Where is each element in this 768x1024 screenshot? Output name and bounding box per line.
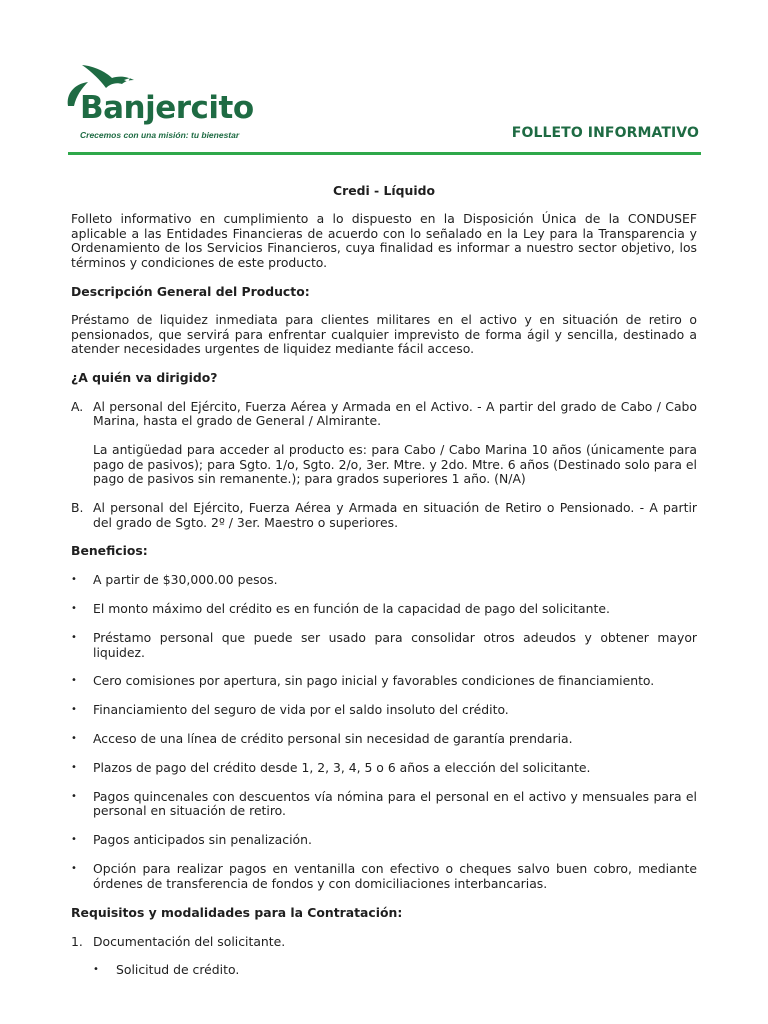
bullet-icon: • [71,632,77,644]
bullet-icon: • [71,603,77,615]
description-paragraph: Préstamo de liquidez inmediata para clientes militares en el activo y en situación de retiro o pensionados, que servirá para enfrentar cualquier imprevisto de forma ágil y sencilla, destinado a atender necesidades urgentes de liquidez mediante fácil acceso. [71,312,697,357]
bullet-icon: • [71,834,77,846]
document-body [71,184,697,992]
bullet-icon: • [71,574,77,586]
bullet-icon: • [71,704,77,716]
seniority-note: La antigüedad para acceder al producto es: para Cabo / Cabo Marina 10 años (únicamente para pago de pasivos); para Sgto. 1/o, Sgto. 2/o, 3er. Mtre. y 2do. Mtre. 6 años (Destinado solo para el pago de pasivos sin remanente.); para grados superiores 1 año. (N/A) [93,442,697,487]
requirement-text: Documentación del solicitante. [93,933,286,949]
requirement-sub-text: Solicitud de crédito. [116,962,240,978]
bullet-icon: • [71,675,77,687]
document-title: Credi - Líquido [333,183,435,198]
benefit-item [71,761,697,775]
list-marker: A. [71,399,84,415]
audience-item [71,400,697,429]
audience-item-text: Al personal del Ejército, Fuerza Aérea y Armada en el Activo. - A partir del grado de Cabo / Cabo Marina, hasta el grado de General / Almirante. [93,399,697,429]
brand-name: Banjercito [80,90,254,126]
benefit-item [71,573,697,587]
benefits-heading: Beneficios: [71,543,148,559]
benefit-item [71,732,697,746]
requirement-item [71,935,697,949]
benefit-text: Pagos anticipados sin penalización. [93,832,312,848]
list-marker: B. [71,500,84,516]
brand-slogan: Crecemos con una misión: tu bienestar [80,130,240,140]
audience-heading: ¿A quién va dirigido? [71,370,218,386]
benefit-item [71,602,697,616]
intro-paragraph: Folleto informativo en cumplimiento a lo dispuesto en la Disposición Única de la CONDUSEF aplicable a las Entidades Financieras de acuerdo con lo señalado en la Ley para la Transparencia y Ordenamiento de los Servicios Financieros, cuya finalidad es informar a nuestro sector objetivo, los términos y condiciones de este producto. [71,211,697,270]
benefit-item [71,631,697,660]
benefit-item [71,703,697,717]
description-heading: Descripción General del Producto: [71,283,310,299]
bullet-icon: • [71,733,77,745]
bullet-icon: • [71,863,77,875]
benefit-item [71,790,697,819]
benefit-text: Plazos de pago del crédito desde 1, 2, 3, 4, 5 o 6 años a elección del solicitante. [93,760,591,776]
benefit-text: A partir de $30,000.00 pesos. [93,572,278,588]
banjercito-logo [64,62,254,144]
benefit-text: Opción para realizar pagos en ventanilla con efectivo o cheques salvo buen cobro, mediante órdenes de transferencia de fondos y con domiciliaciones interbancarias. [93,861,697,891]
bullet-icon: • [71,762,77,774]
benefit-text: El monto máximo del crédito es en función de la capacidad de pago del solicitante. [93,601,610,617]
audience-item-text: Al personal del Ejército, Fuerza Aérea y Armada en situación de Retiro o Pensionado. - A partir del grado de Sgto. 2º / 3er. Maestro o superiores. [93,500,697,530]
benefit-text: Préstamo personal que puede ser usado para consolidar otros adeudos y obtener mayor liquidez. [93,630,697,660]
benefit-text: Financiamiento del seguro de vida por el saldo insoluto del crédito. [93,702,509,718]
audience-item [71,501,697,530]
benefit-text: Cero comisiones por apertura, sin pago inicial y favorables condiciones de financiamiento. [93,673,655,689]
benefit-item [71,833,697,847]
list-marker: 1. [71,933,83,949]
bullet-icon: • [93,964,99,976]
benefit-text: Pagos quincenales con descuentos vía nómina para el personal en el activo y mensuales para el personal en situación de retiro. [93,789,697,819]
benefit-text: Acceso de una línea de crédito personal sin necesidad de garantía prendaria. [93,731,573,747]
header-divider [68,152,701,155]
benefit-item [71,674,697,688]
requirement-sub-item [71,963,697,977]
benefit-item [71,862,697,891]
document-type-label: FOLLETO INFORMATIVO [511,125,699,141]
requirements-heading: Requisitos y modalidades para la Contratación: [71,904,403,920]
bullet-icon: • [71,791,77,803]
